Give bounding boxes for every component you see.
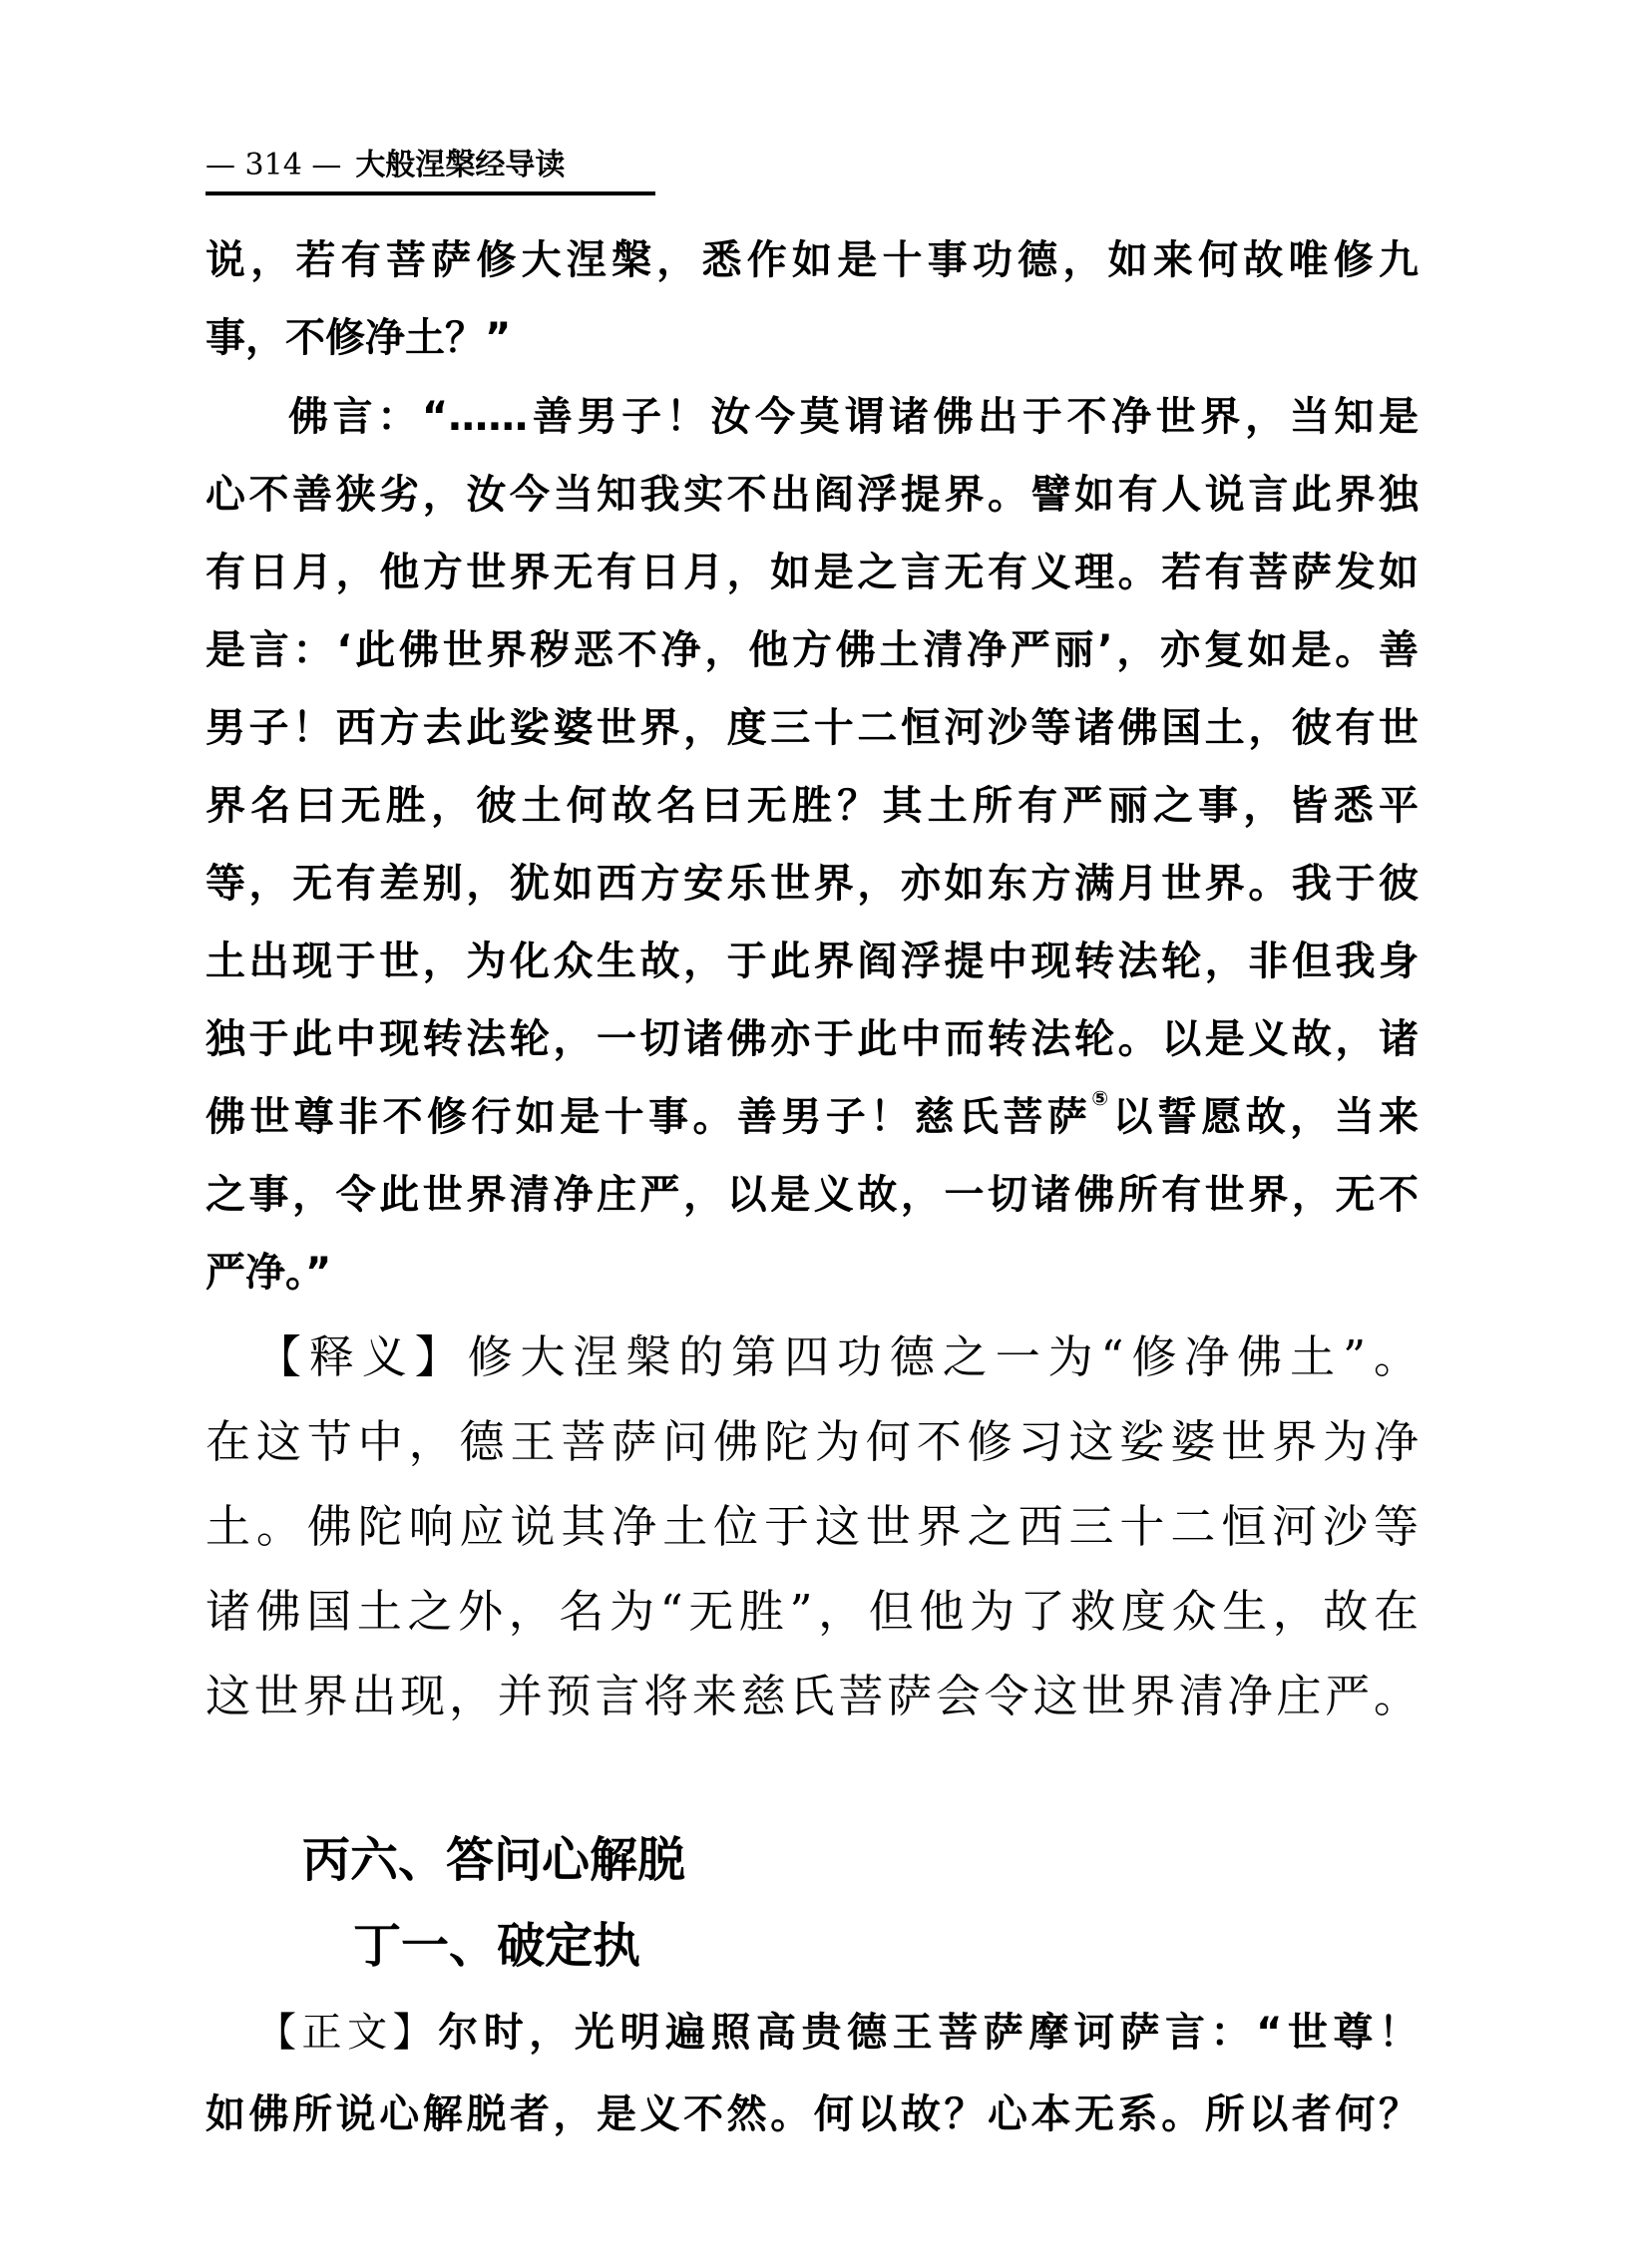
text-span: 佛世尊非不修行如是十事。善男子！慈氏菩萨 <box>205 1094 1092 1140</box>
sutra-line: 男子！西方去此娑婆世界，度三十二恒河沙等诸佛国土，彼有世 <box>205 705 1419 751</box>
sutra-line: 土出现于世，为化众生故，于此界阎浮提中现转法轮，非但我身 <box>205 939 1419 984</box>
running-header <box>205 140 655 195</box>
sutra-line: 佛言：“……善男子！汝今莫谓诸佛出于不净世界，当知是 <box>288 394 1419 440</box>
commentary-line: 诸佛国土之外，名为“无胜”，但他为了救度众生，故在 <box>205 1585 1419 1638</box>
book-title: 大般涅槃经导读 <box>355 148 566 183</box>
sutra-line: 严净。” <box>205 1250 332 1296</box>
main-text-tag: 【正文】 <box>256 2010 439 2056</box>
sutra-line: 等，无有差别，犹如西方安乐世界，亦如东方满月世界。我于彼 <box>205 861 1419 907</box>
footnote-marker: ⑤ <box>1091 1086 1113 1110</box>
text-span: 尔时，光明遍照高贵德王菩萨摩诃萨言：“世尊！ <box>438 2010 1420 2056</box>
sutra-line: 说，若有菩萨修大涅槃，悉作如是十事功德，如来何故唯修九 <box>205 237 1419 283</box>
sutra-line: 是言：‘此佛世界秽恶不净，他方佛土清净严丽’，亦复如是。善 <box>205 627 1419 673</box>
commentary-line: 在这节中，德王菩萨问佛陀为何不修习这娑婆世界为净 <box>205 1415 1419 1468</box>
sutra-line: 心不善狭劣，汝今当知我实不出阎浮提界。譬如有人说言此界独 <box>205 472 1419 518</box>
section-heading: 丙六、答问心解脱 <box>302 1832 686 1888</box>
main-text-line: 如佛所说心解脱者，是义不然。何以故？心本无系。所以者何？ <box>205 2091 1419 2137</box>
commentary-line: 土。佛陀响应说其净土位于这世界之西三十二恒河沙等 <box>205 1500 1419 1553</box>
commentary-line: 这世界出现，并预言将来慈氏菩萨会令这世界清净庄严。 <box>205 1670 1419 1722</box>
text-span: 以誓愿故，当来 <box>1112 1094 1420 1140</box>
sutra-line: 之事，令此世界清净庄严，以是义故，一切诸佛所有世界，无不 <box>205 1172 1419 1218</box>
sutra-line: 事，不修净土？” <box>205 315 512 361</box>
sutra-line: 有日月，他方世界无有日月，如是之言无有义理。若有菩萨发如 <box>205 550 1419 595</box>
sutra-line: 界名曰无胜，彼土何故名曰无胜？其土所有严丽之事，皆悉平 <box>205 783 1419 829</box>
sutra-line: 独于此中现转法轮，一切诸佛亦于此中而转法轮。以是义故，诸 <box>205 1016 1419 1062</box>
page-number: — 314 — <box>205 148 342 183</box>
subsection-heading: 丁一、破定执 <box>353 1918 641 1974</box>
main-text-line <box>256 1994 1419 2072</box>
commentary-line: 【释义】修大涅槃的第四功德之一为“修净佛土”。 <box>256 1330 1419 1383</box>
sutra-line <box>205 1078 1419 1156</box>
